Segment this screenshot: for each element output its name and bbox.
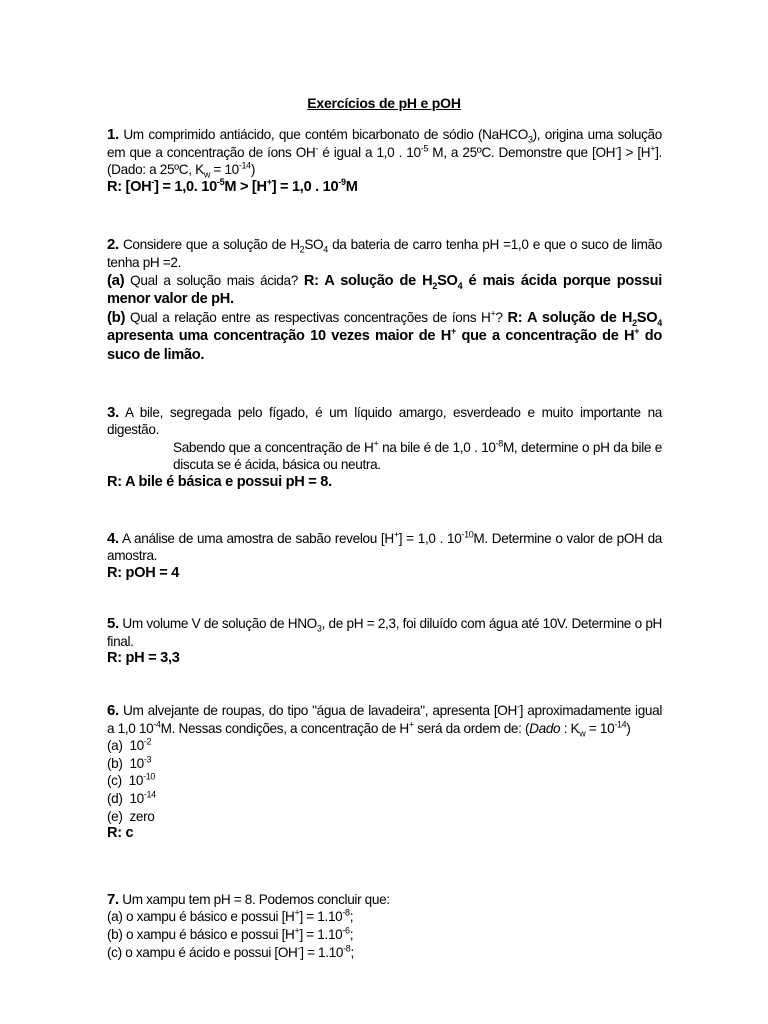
text-run: M — [345, 178, 358, 195]
question-1-answer — [107, 176, 662, 197]
text-run: Dado — [529, 720, 561, 736]
text-run: ; — [349, 927, 354, 942]
exercise-list — [107, 126, 662, 961]
option-value: 10 — [129, 755, 144, 771]
text-run: ] = 1,0 . 10 — [271, 178, 339, 195]
superscript: -10 — [461, 528, 474, 539]
question-3 — [107, 404, 662, 492]
text-run: M. Nessas condições, a concentração de H — [160, 720, 409, 736]
superscript: - — [615, 143, 618, 154]
question-5 — [107, 615, 662, 668]
superscript: -5 — [420, 143, 428, 154]
superscript: -2 — [143, 736, 152, 747]
superscript: + — [294, 907, 300, 918]
text-run: A bile, segregada pelo fígado, é um líquido amargo, esverdeado e muito importante na digestão. — [107, 404, 662, 438]
superscript: - — [517, 701, 520, 712]
option-a — [107, 737, 662, 755]
subscript: 2 — [632, 317, 637, 328]
question-7-text — [107, 891, 662, 909]
question-3-text — [107, 404, 662, 439]
superscript: + — [408, 719, 414, 730]
question-1 — [107, 126, 662, 196]
text-run: (b) o xampu é básico e possui [H — [107, 927, 295, 942]
superscript: -4 — [153, 719, 161, 730]
superscript: + — [393, 528, 399, 539]
question-number: 4. — [107, 529, 119, 547]
text-run: ] = 1.10 — [299, 909, 343, 925]
superscript: -14 — [143, 789, 156, 800]
option-c — [107, 944, 662, 962]
superscript: -6 — [342, 925, 350, 936]
question-2b — [107, 309, 662, 365]
text-run: Um comprimido antiácido, que contém bicarbonato de sódio (NaHCO — [118, 127, 528, 142]
question-3-text-cont — [107, 439, 662, 474]
subscript: 3 — [316, 624, 322, 634]
text-run: M, determine o pH da bile e discuta se é ácida, básica ou neutra. — [173, 439, 662, 473]
text-run: será da ordem de: ( — [413, 720, 530, 736]
text-run: Um alvejante de roupas, do tipo "água de lavadeira", apresenta [OH — [118, 703, 517, 719]
text-run: que a concentração de H — [455, 328, 635, 345]
option-label: (a) — [107, 738, 123, 754]
text-run: ; — [349, 909, 354, 925]
question-1-text — [107, 126, 662, 179]
text-run: = 10 — [210, 162, 239, 178]
question-4-text — [107, 530, 662, 565]
subscript: 4 — [657, 317, 662, 328]
superscript: -14 — [614, 719, 627, 730]
question-6-text — [107, 702, 662, 737]
text-run: A análise de uma amostra de sabão revelou [H — [118, 530, 394, 546]
text-run: R: A solução de H — [507, 309, 633, 326]
text-run: ; — [350, 944, 354, 960]
option-label: (d) — [107, 791, 123, 807]
text-run: é igual a 1,0 . 10 — [318, 144, 421, 160]
option-value: zero — [129, 808, 155, 824]
text-run: (c) o xampu é ácido e possui [OH — [107, 944, 298, 960]
option-value: 10 — [128, 773, 144, 789]
text-run: ) — [626, 720, 631, 736]
item-label: (a) — [107, 271, 125, 289]
text-run: ] aproximadamente igual a 1,0 10 — [107, 703, 663, 736]
question-number: 1. — [107, 126, 119, 143]
text-run: ]. (Dado: a 25ºC, K — [107, 144, 662, 178]
question-number: 7. — [107, 890, 119, 908]
superscript: + — [373, 438, 379, 449]
superscript: + — [650, 143, 656, 154]
text-run: = 10 — [585, 720, 615, 736]
superscript: -10 — [143, 771, 156, 782]
text-run: M, a 25ºC. Demonstre que [OH — [427, 144, 616, 160]
question-6-options — [107, 737, 662, 825]
text-run: SO — [304, 237, 324, 253]
question-5-text — [107, 615, 662, 650]
page-title: Exercícios de pH e pOH — [307, 95, 461, 111]
text-run: , de pH = 2,3, foi diluído com água até 10V. Determine o pH final. — [107, 616, 662, 649]
question-5-answer: R: pH = 3,3 — [107, 650, 180, 667]
option-label: (b) — [107, 755, 123, 771]
text-run: R: A solução de H — [303, 272, 433, 289]
question-number: 5. — [107, 615, 119, 633]
text-run: Um xampu tem pH = 8. Podemos concluir que: — [118, 891, 390, 907]
text-run: SO — [636, 309, 658, 326]
option-value: 10 — [129, 791, 144, 807]
option-c — [107, 772, 662, 790]
text-run: SO — [437, 272, 458, 289]
subscript: 2 — [432, 280, 438, 291]
question-3-answer: R: A bile é básica e possui pH = 8. — [107, 473, 332, 490]
text-run: : K — [560, 720, 580, 736]
text-run: ] = 1.10 — [299, 927, 343, 942]
text-run: Sabendo que a concentração de H — [173, 439, 374, 455]
superscript: -3 — [143, 754, 152, 765]
text-run: ] > [H — [617, 144, 651, 160]
text-run: (a) o xampu é básico e possui [H — [107, 909, 295, 925]
superscript: -8 — [343, 943, 351, 954]
text-run: na bile é de 1,0 . 10 — [378, 439, 496, 455]
text-run: ? — [495, 309, 508, 325]
superscript: + — [634, 326, 640, 337]
text-run: é mais ácida porque possui menor valor de pH. — [107, 272, 662, 308]
text-run: Qual a relação entre as respectivas concentrações de íons H — [125, 309, 491, 325]
text-run: da bateria de carro tenha pH =1,0 e que o suco de limão tenha pH =2. — [107, 237, 662, 270]
subscript: 4 — [323, 245, 328, 256]
text-run: apresenta uma concentração 10 vezes maior de H — [107, 328, 451, 345]
superscript: -8 — [342, 907, 350, 918]
subscript: 2 — [299, 245, 305, 256]
superscript: -5 — [216, 176, 225, 187]
question-number: 2. — [107, 236, 119, 254]
superscript: - — [151, 176, 155, 187]
option-b — [107, 755, 662, 773]
question-2 — [107, 236, 662, 364]
question-number: 6. — [107, 702, 119, 720]
text-run: Considere que a solução de H — [118, 237, 300, 253]
superscript: -8 — [495, 438, 503, 449]
text-run: ), origina uma solução em que a concentração de íons OH — [107, 127, 662, 160]
subscript: w — [579, 728, 586, 739]
text-run: M > [H — [224, 178, 267, 195]
superscript: -9 — [338, 176, 346, 187]
item-label: (b) — [107, 308, 126, 326]
question-6-answer: R: c — [107, 825, 134, 842]
question-4 — [107, 530, 662, 583]
subscript: 3 — [527, 134, 533, 145]
text-run: M. Determine o valor de pOH da amostra. — [107, 530, 662, 564]
text-run: do suco de limão. — [107, 328, 662, 363]
option-label: (c) — [107, 773, 122, 789]
superscript: + — [266, 176, 272, 187]
question-number: 3. — [107, 403, 119, 421]
subscript: 4 — [457, 280, 463, 291]
superscript: + — [490, 308, 496, 319]
text-run: ) — [250, 162, 256, 178]
option-label: (e) — [107, 808, 123, 824]
superscript: - — [315, 143, 319, 154]
superscript: + — [450, 326, 456, 337]
option-a — [107, 908, 662, 926]
text-run: ] = 1,0 . 10 — [398, 530, 462, 546]
option-b — [107, 926, 662, 944]
question-7 — [107, 891, 662, 961]
option-value: 10 — [129, 738, 144, 754]
question-4-answer: R: pOH = 4 — [107, 564, 180, 581]
superscript: + — [294, 925, 300, 936]
text-run: R: [OH — [107, 178, 152, 195]
option-d — [107, 790, 662, 808]
question-2-text — [107, 236, 662, 271]
text-run: ] = 1,0. 10 — [154, 178, 217, 195]
text-run: Um volume V de solução de HNO — [118, 616, 317, 632]
option-e — [107, 808, 662, 826]
text-run: ] = 1.10 — [300, 944, 344, 960]
question-6 — [107, 702, 662, 843]
question-2a — [107, 272, 662, 309]
superscript: - — [297, 943, 301, 954]
text-run: Qual a solução mais ácida? — [124, 272, 304, 288]
superscript: -14 — [238, 160, 251, 171]
subscript: w — [203, 169, 210, 180]
